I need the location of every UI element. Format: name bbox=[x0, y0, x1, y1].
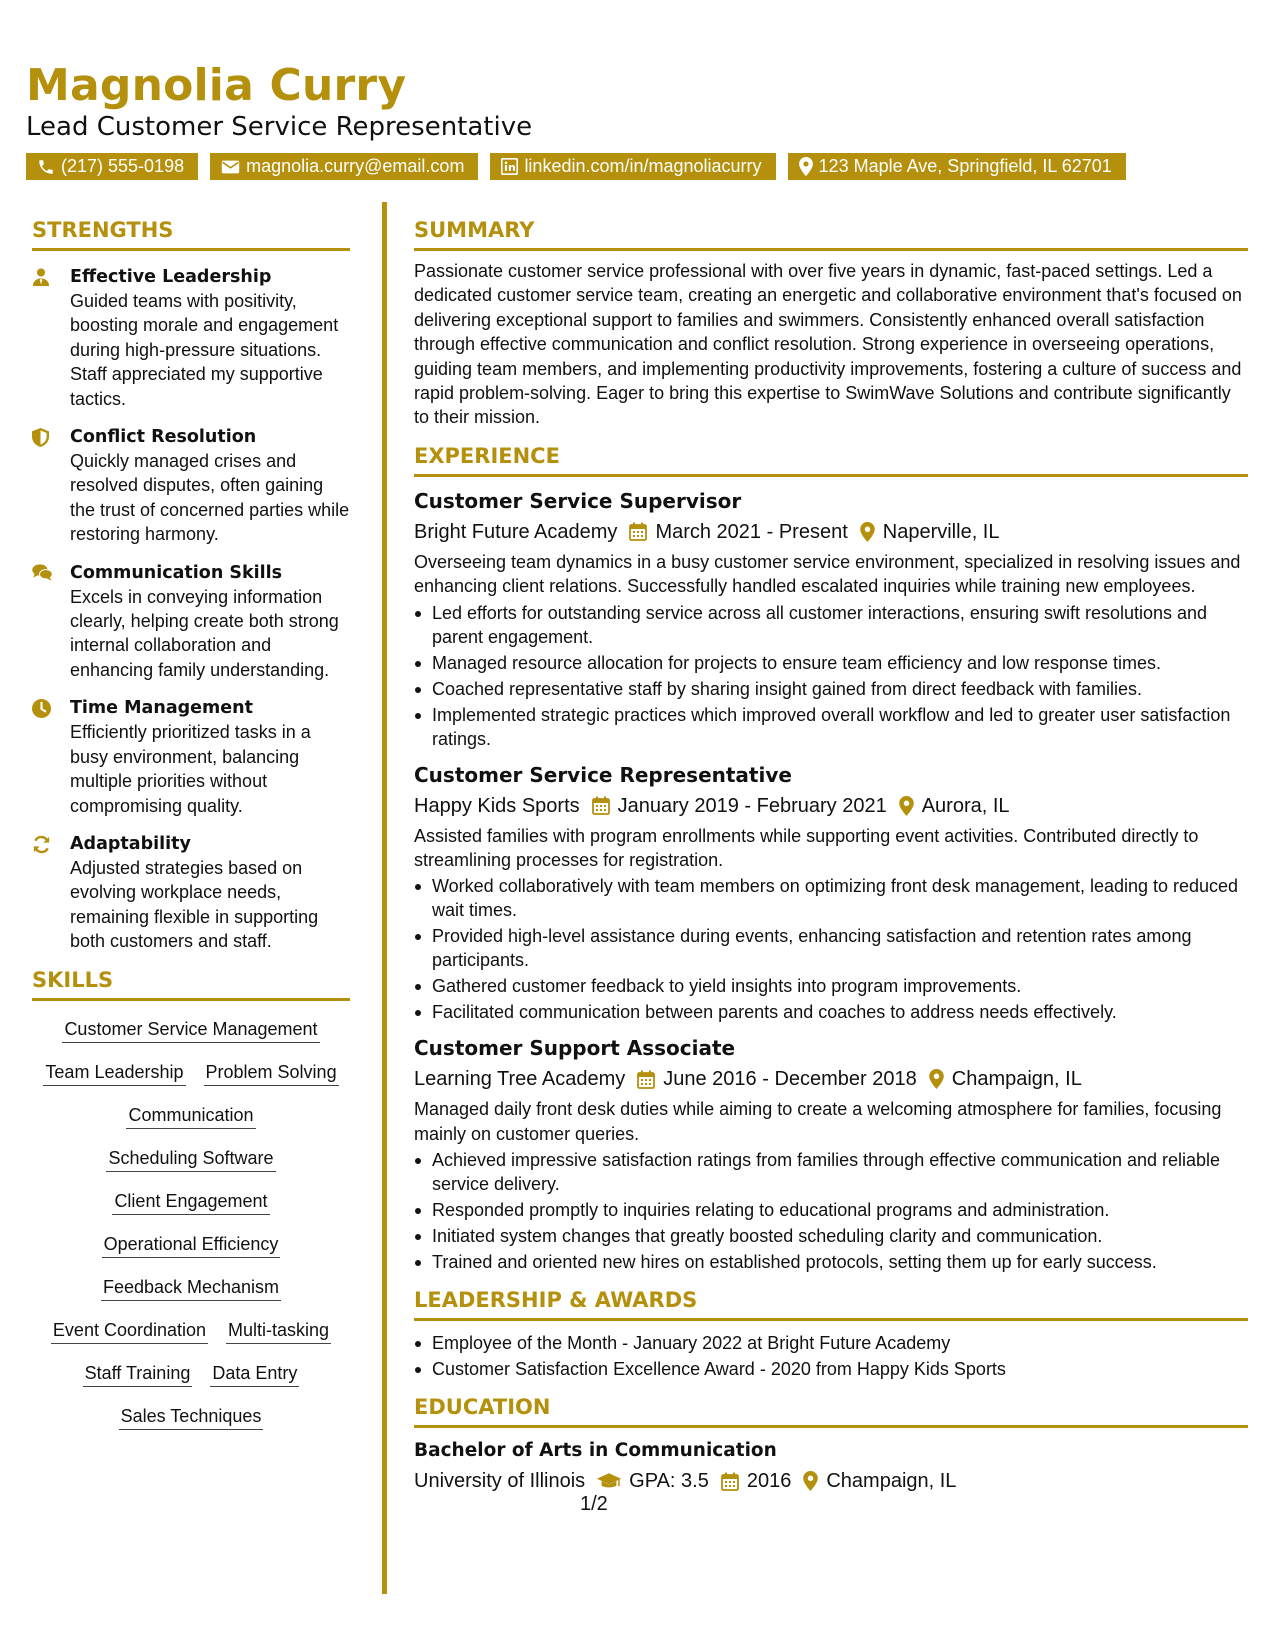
map-pin-icon bbox=[803, 1471, 818, 1491]
bullet-item: Led efforts for outstanding service across all customer interactions, ensuring swift resolutions and parent engagement. bbox=[414, 601, 1248, 649]
skill-tag: Team Leadership bbox=[43, 1060, 185, 1086]
company-name: Bright Future Academy bbox=[414, 520, 618, 543]
strength-title: Communication Skills bbox=[70, 562, 283, 583]
job-meta bbox=[414, 517, 1248, 547]
strength-title: Effective Leadership bbox=[70, 267, 272, 287]
skill-row bbox=[106, 1146, 275, 1172]
job-bullets bbox=[414, 601, 1248, 751]
gpa-value: GPA: 3.5 bbox=[629, 1470, 709, 1493]
calendar-icon bbox=[592, 796, 610, 815]
skill-row bbox=[51, 1318, 331, 1344]
education-meta bbox=[414, 1466, 1248, 1496]
linkedin-text: linkedin.com/in/magnoliacurry bbox=[524, 156, 762, 176]
bullet-item: Gathered customer feedback to yield insights into program improvements. bbox=[414, 974, 1248, 998]
strength-desc: Adjusted strategies based on evolving workplace needs, remaining flexible in supporting both customers and staff. bbox=[70, 857, 319, 952]
job-bullets bbox=[414, 874, 1248, 1024]
skill-tag: Communication bbox=[126, 1103, 255, 1129]
bullet-item: Worked collaboratively with team members on optimizing front desk management, leading to reduced wait times. bbox=[414, 874, 1248, 922]
map-pin-icon bbox=[929, 1069, 944, 1089]
awards-list bbox=[414, 1331, 1248, 1381]
job-meta bbox=[414, 1064, 1248, 1094]
company-name: Learning Tree Academy bbox=[414, 1068, 626, 1091]
job-description: Managed daily front desk duties while aiming to create a welcoming atmosphere for families, focusing mainly on customer queries. bbox=[414, 1099, 1222, 1144]
skill-row bbox=[62, 1017, 319, 1043]
job-description: Assisted families with program enrollments while supporting event activities. Contributed directly to streamlining processes for registration. bbox=[414, 825, 1199, 871]
strength-desc: Excels in conveying information clearly, helping create both strong internal collaboration and enhancing family understanding. bbox=[70, 586, 339, 680]
job-meta bbox=[414, 791, 1248, 821]
bullet-item: Managed resource allocation for projects to ensure team efficiency and low response times. bbox=[414, 651, 1248, 675]
column-divider bbox=[382, 202, 387, 1594]
map-pin-icon bbox=[860, 522, 875, 542]
skills-heading: SKILLS bbox=[32, 968, 350, 1001]
strength-item bbox=[32, 265, 350, 411]
bullet-item: Implemented strategic practices which improved overall workflow and led to greater user satisfaction ratings. bbox=[414, 703, 1248, 751]
phone-chip[interactable] bbox=[26, 153, 198, 180]
skill-row bbox=[112, 1189, 269, 1215]
skill-tag: Staff Training bbox=[83, 1361, 193, 1387]
skill-row bbox=[83, 1361, 300, 1387]
strength-title: Adaptability bbox=[70, 833, 191, 854]
sync-icon bbox=[32, 832, 70, 954]
education-heading: EDUCATION bbox=[414, 1395, 1248, 1428]
map-pin-icon bbox=[799, 157, 813, 176]
skill-tag: Client Engagement bbox=[112, 1189, 269, 1215]
summary-text: Passionate customer service professional with over five years in dynamic, fast-paced settings. Led a dedicated customer service team, creating an energetic and collaborative environment that's focused on delivering exceptional support to families and swimmers. Consistently enhanced overall satisfaction through effective communication and conflict resolution. Strong experience in overseeing operations, guiding team members, and implementing productivity improvements, fostering a culture of success and rapid problem-solving. Eager to bring this expertise to SwimWave Solutions and contribute significantly to their mission. bbox=[414, 261, 1242, 428]
job-location: Champaign, IL bbox=[951, 1068, 1082, 1091]
skill-tag: Multi-tasking bbox=[226, 1318, 331, 1344]
shield-icon bbox=[32, 425, 70, 547]
job-dates: January 2019 - February 2021 bbox=[617, 794, 887, 817]
skill-tag: Problem Solving bbox=[204, 1060, 339, 1086]
strength-desc: Efficiently prioritized tasks in a busy environment, balancing multiple priorities without compromising quality. bbox=[70, 722, 311, 816]
strength-item bbox=[32, 832, 350, 954]
skill-tag: Customer Service Management bbox=[62, 1017, 319, 1043]
bullet-item: Facilitated communication between parents and coaches to address needs effectively. bbox=[414, 1000, 1248, 1024]
bullet-item: Provided high-level assistance during events, enhancing satisfaction and retention rates among participants. bbox=[414, 924, 1248, 972]
awards-heading: LEADERSHIP & AWARDS bbox=[414, 1288, 1248, 1321]
company-name: Happy Kids Sports bbox=[414, 794, 580, 817]
strengths-heading: STRENGTHS bbox=[32, 218, 350, 251]
school-name: University of Illinois bbox=[414, 1470, 586, 1493]
bullet-item: Responded promptly to inquiries relating to educational programs and administration. bbox=[414, 1198, 1248, 1222]
calendar-icon bbox=[721, 1472, 739, 1491]
email-text: magnolia.curry@email.com bbox=[246, 156, 465, 176]
strength-title: Conflict Resolution bbox=[70, 427, 257, 448]
left-column bbox=[32, 218, 350, 1447]
bullet-item: Trained and oriented new hires on established protocols, setting them up for early success. bbox=[414, 1250, 1248, 1274]
job-title: Customer Service Supervisor bbox=[414, 488, 742, 513]
award-item: Customer Satisfaction Excellence Award - 2020 from Happy Kids Sports bbox=[414, 1357, 1248, 1381]
job-location: Aurora, IL bbox=[921, 794, 1010, 817]
page-number: 1/2 bbox=[580, 1493, 608, 1515]
skill-tag: Scheduling Software bbox=[106, 1146, 275, 1172]
job-dates: June 2016 - December 2018 bbox=[663, 1068, 917, 1091]
phone-text: (217) 555-0198 bbox=[61, 156, 185, 176]
calendar-icon bbox=[629, 522, 647, 541]
job-entry bbox=[414, 487, 1248, 751]
job-dates: March 2021 - Present bbox=[655, 520, 848, 543]
skills-list bbox=[32, 1017, 350, 1447]
skill-row bbox=[119, 1404, 264, 1430]
degree-title: Bachelor of Arts in Communication bbox=[414, 1440, 777, 1462]
calendar-icon bbox=[637, 1070, 655, 1089]
award-item: Employee of the Month - January 2022 at Bright Future Academy bbox=[414, 1331, 1248, 1355]
skill-row bbox=[102, 1232, 281, 1258]
job-entry bbox=[414, 761, 1248, 1025]
strength-item bbox=[32, 696, 350, 818]
skill-tag: Feedback Mechanism bbox=[101, 1275, 281, 1301]
strength-desc: Guided teams with positivity, boosting morale and engagement during high-pressure situations. Staff appreciated my supportive tactics. bbox=[70, 291, 339, 409]
skill-tag: Data Entry bbox=[210, 1361, 299, 1387]
graduation-year: 2016 bbox=[746, 1470, 792, 1493]
strength-desc: Quickly managed crises and resolved disputes, often gaining the trust of concerned parties while restoring harmony. bbox=[70, 451, 350, 545]
address-chip[interactable] bbox=[788, 153, 1126, 180]
bullet-item: Achieved impressive satisfaction ratings from families through effective communication and reliable service delivery. bbox=[414, 1148, 1248, 1196]
map-pin-icon bbox=[899, 796, 914, 816]
graduation-cap-icon bbox=[597, 1473, 621, 1490]
job-title: Customer Service Representative bbox=[414, 762, 792, 787]
linkedin-icon bbox=[501, 158, 518, 175]
job-entry bbox=[414, 1034, 1248, 1274]
job-title: Customer Support Associate bbox=[414, 1036, 736, 1061]
address-text: 123 Maple Ave, Springfield, IL 62701 bbox=[818, 156, 1112, 176]
bullet-item: Initiated system changes that greatly boosted scheduling clarity and communication. bbox=[414, 1224, 1248, 1248]
candidate-title: Lead Customer Service Representative bbox=[26, 112, 533, 142]
strength-title: Time Management bbox=[70, 698, 253, 719]
user-tie-icon bbox=[32, 265, 70, 411]
experience-heading: EXPERIENCE bbox=[414, 444, 1248, 477]
contact-bar bbox=[26, 153, 1126, 180]
summary-heading: SUMMARY bbox=[414, 218, 1248, 251]
strength-item bbox=[32, 561, 350, 683]
job-bullets bbox=[414, 1148, 1248, 1274]
skill-tag: Sales Techniques bbox=[119, 1404, 264, 1430]
strength-item bbox=[32, 425, 350, 547]
email-chip[interactable] bbox=[210, 153, 478, 180]
right-column bbox=[414, 218, 1248, 1499]
skill-row bbox=[101, 1275, 281, 1301]
comments-icon bbox=[32, 561, 70, 683]
skill-row bbox=[126, 1103, 255, 1129]
envelope-icon bbox=[221, 159, 240, 175]
candidate-name: Magnolia Curry bbox=[26, 60, 407, 111]
education-location: Champaign, IL bbox=[826, 1470, 957, 1493]
job-location: Naperville, IL bbox=[882, 520, 1000, 543]
skill-row bbox=[43, 1060, 338, 1086]
strengths-list bbox=[32, 265, 350, 954]
bullet-item: Coached representative staff by sharing insight gained from direct feedback with families. bbox=[414, 677, 1248, 701]
skill-tag: Event Coordination bbox=[51, 1318, 208, 1344]
job-description: Overseeing team dynamics in a busy customer service environment, specialized in resolving issues and enhancing client relations. Successfully handled escalated inquiries while training new employees. bbox=[414, 551, 1241, 597]
clock-icon bbox=[32, 696, 70, 818]
phone-icon bbox=[37, 158, 55, 176]
linkedin-chip[interactable] bbox=[490, 153, 775, 180]
skill-tag: Operational Efficiency bbox=[102, 1232, 281, 1258]
